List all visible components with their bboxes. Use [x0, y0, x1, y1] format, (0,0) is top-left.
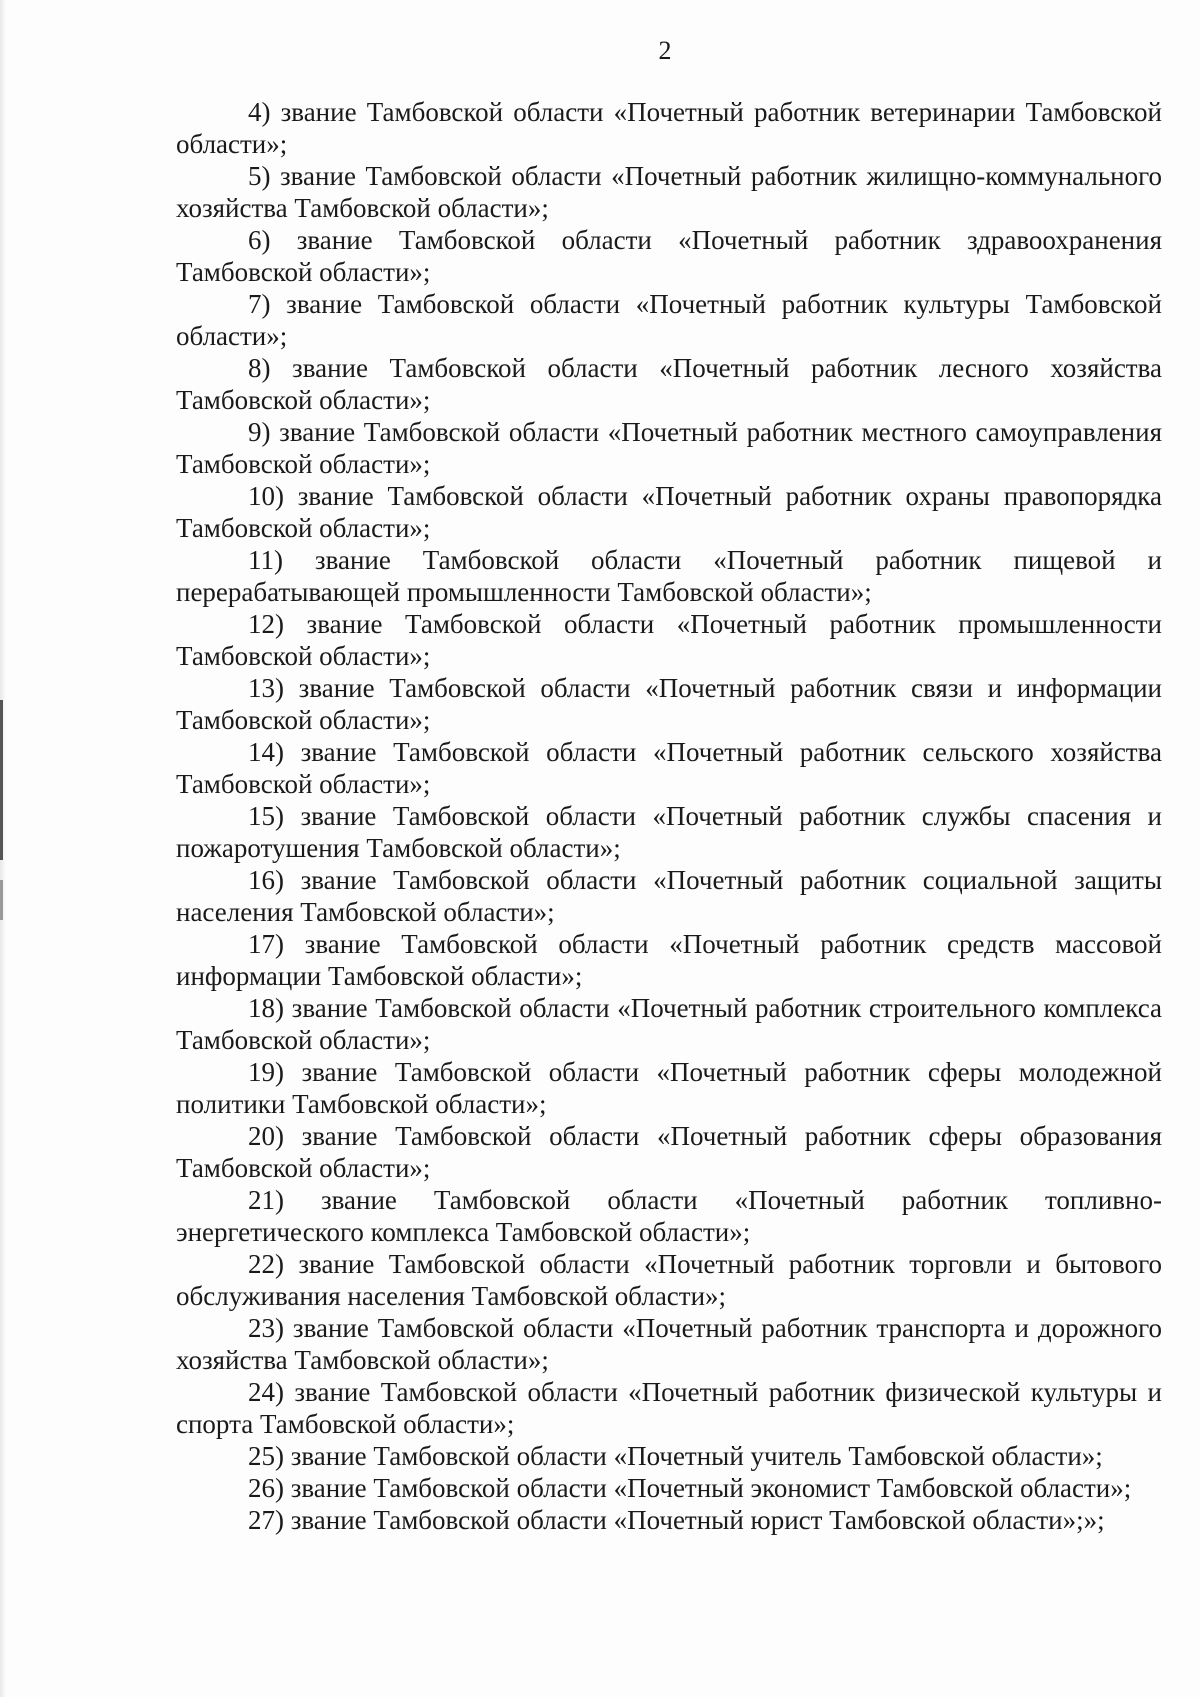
list-item: 18) звание Тамбовской области «Почетный работник строительного комплекса Тамбовской области»;	[176, 993, 1162, 1055]
list-item: 13) звание Тамбовской области «Почетный работник связи и информации Тамбовской области»;	[176, 673, 1162, 735]
list-item: 26) звание Тамбовской области «Почетный экономист Тамбовской области»;	[248, 1473, 1132, 1503]
list-item: 8) звание Тамбовской области «Почетный работник лесного хозяйства Тамбовской области»;	[176, 353, 1162, 415]
list-item: 10) звание Тамбовской области «Почетный работник охраны правопорядка Тамбовской области»;	[176, 481, 1162, 543]
scan-mark	[0, 880, 3, 920]
list-item: 20) звание Тамбовской области «Почетный работник сферы образования Тамбовской области»;	[176, 1121, 1162, 1183]
list-item: 24) звание Тамбовской области «Почетный работник физической культуры и спорта Тамбовской области»;	[176, 1377, 1162, 1439]
list-item: 15) звание Тамбовской области «Почетный работник службы спасения и пожаротушения Тамбовской области»;	[176, 801, 1162, 863]
list-item: 27) звание Тамбовской области «Почетный юрист Тамбовской области»;»;	[248, 1505, 1105, 1535]
list-item: 25) звание Тамбовской области «Почетный учитель Тамбовской области»;	[248, 1441, 1103, 1471]
list-item: 19) звание Тамбовской области «Почетный работник сферы молодежной политики Тамбовской области»;	[176, 1057, 1162, 1119]
list-item: 11) звание Тамбовской области «Почетный работник пищевой и перерабатывающей промышленности Тамбовской области»;	[176, 545, 1162, 607]
list-item: 22) звание Тамбовской области «Почетный работник торговли и бытового обслуживания населения Тамбовской области»;	[176, 1249, 1162, 1311]
list-item: 23) звание Тамбовской области «Почетный работник транспорта и дорожного хозяйства Тамбовской области»;	[176, 1313, 1162, 1375]
list-item: 14) звание Тамбовской области «Почетный работник сельского хозяйства Тамбовской области»;	[176, 737, 1162, 799]
list-item: 4) звание Тамбовской области «Почетный работник ветеринарии Тамбовской области»;	[176, 97, 1162, 159]
list-item: 6) звание Тамбовской области «Почетный работник здравоохранения Тамбовской области»;	[176, 225, 1162, 287]
document-body	[176, 96, 1162, 1536]
page-number: 2	[658, 36, 672, 65]
list-item: 9) звание Тамбовской области «Почетный работник местного самоуправления Тамбовской области»;	[176, 417, 1162, 479]
list-item: 12) звание Тамбовской области «Почетный работник промышленности Тамбовской области»;	[176, 609, 1162, 671]
list-item: 21) звание Тамбовской области «Почетный работник топливно-энергетического комплекса Тамбовской области»;	[176, 1185, 1162, 1247]
list-item: 5) звание Тамбовской области «Почетный работник жилищно-коммунального хозяйства Тамбовской области»;	[176, 161, 1162, 223]
list-item: 16) звание Тамбовской области «Почетный работник социальной защиты населения Тамбовской области»;	[176, 865, 1162, 927]
scan-mark	[0, 700, 3, 860]
list-item: 7) звание Тамбовской области «Почетный работник культуры Тамбовской области»;	[176, 289, 1162, 351]
list-item: 17) звание Тамбовской области «Почетный работник средств массовой информации Тамбовской области»;	[176, 929, 1162, 991]
